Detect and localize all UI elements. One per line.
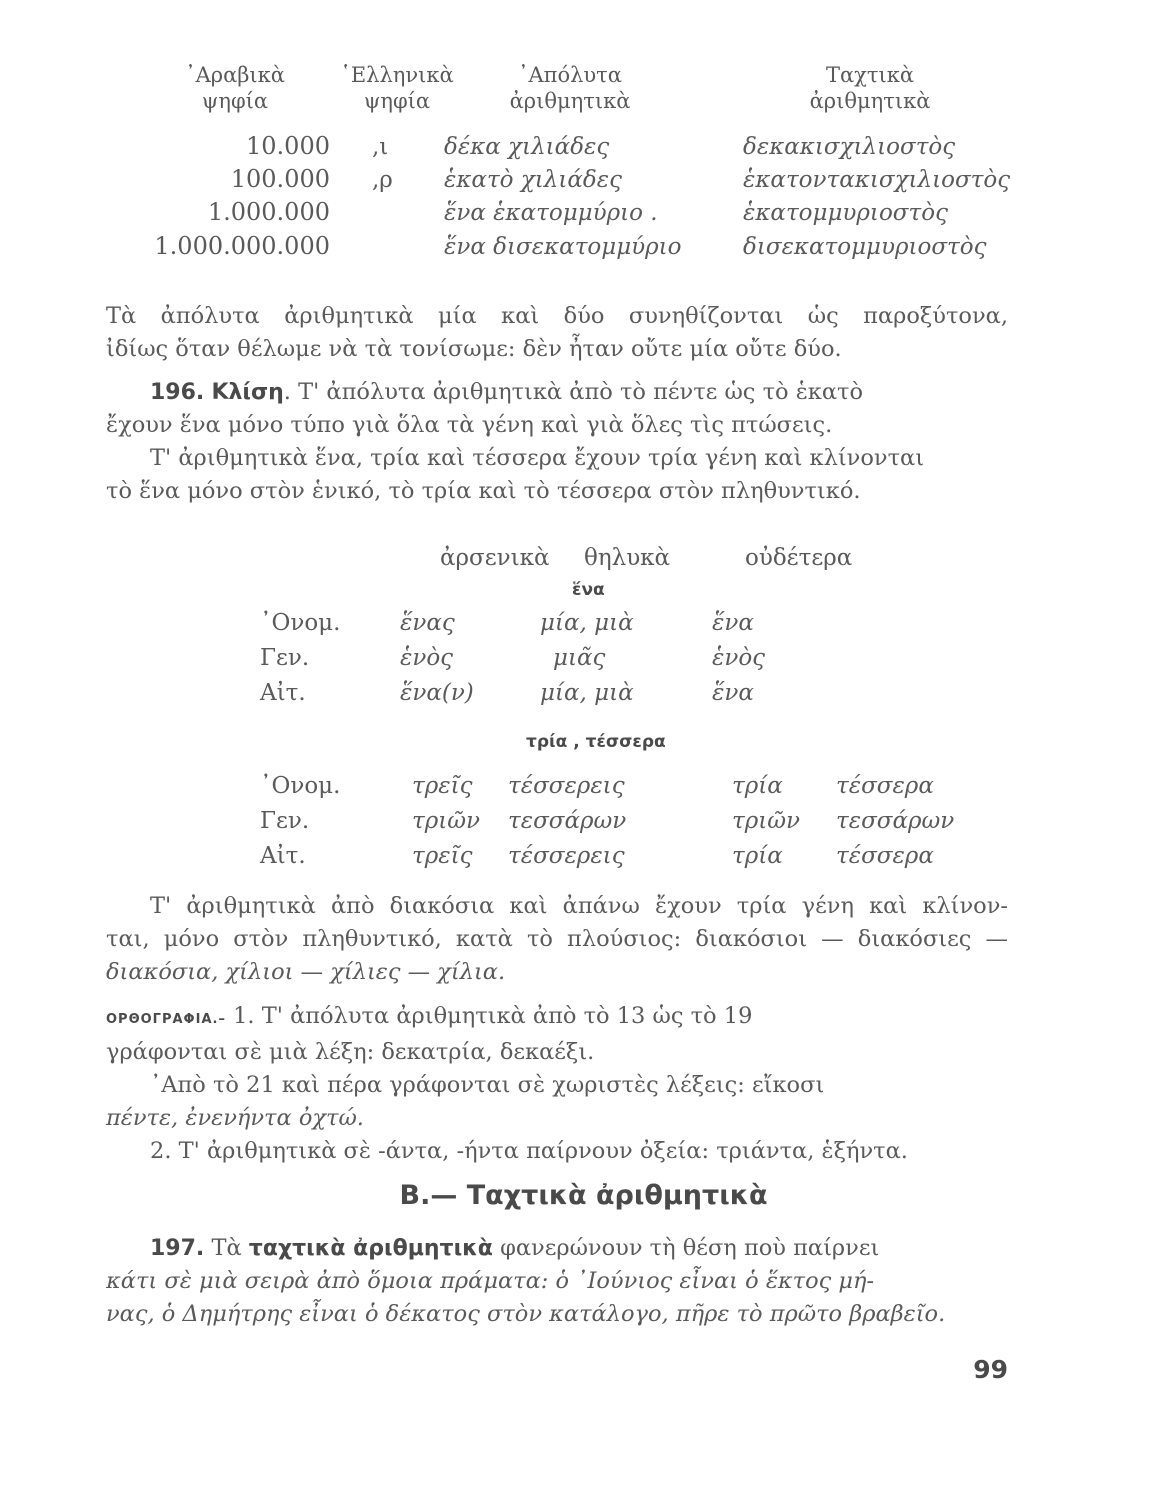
cell: τριῶν [732, 808, 801, 834]
row-1-cardinal: δέκα χιλιάδες [444, 134, 610, 160]
gender-neut: οὐδέτερα [745, 545, 853, 571]
case-label: Γεν. [260, 645, 310, 671]
row-1-arabic: 10.000 [246, 132, 330, 160]
row-1-ordinal: δεκακισχιλιοστὸς [743, 134, 956, 160]
cell: τρία [732, 843, 783, 869]
header-greek: ῾Ελληνικὰ ψηφία [340, 63, 454, 113]
cell: ἕνα(ν) [400, 680, 474, 706]
row-2-arabic: 100.000 [230, 165, 330, 193]
row-2-ordinal: ἑκατοντακισχιλιοστὸς [743, 167, 1011, 193]
section-b-heading: Β.— Ταχτικὰ ἀριθμητικὰ [399, 1180, 768, 1211]
section-197: 197. Τὰ ταχτικὰ ἀριθμητικὰ φανερώνουν τὴ θέση ποὺ παίρνει κάτι σὲ μιὰ σειρὰ ἀπὸ ὅμοια πράματα: ὁ ᾿Ιούνιος εἶναι ὁ ἕκτος μή- νας, ὁ Δημήτρης εἶναι ὁ δέκατος στὸν κατάλογο, πῆρε τὸ πρῶτο βραβεῖο. [106, 1235, 946, 1327]
row-2-cardinal: ἑκατὸ χιλιάδες [444, 167, 622, 193]
cell: μία, μιὰ [540, 610, 634, 636]
case-label: Αἰτ. [260, 843, 306, 869]
row-4-ordinal: δισεκατομμυριοστὸς [743, 234, 987, 260]
cell: τέσσερα [836, 773, 934, 799]
table-label-tria-tessera: τρία , τέσσερα [526, 732, 666, 752]
row-3-cardinal: ἕνα ἑκατομμύριο . [444, 200, 658, 226]
cell: τρεῖς [412, 773, 473, 799]
row-1-greek: ,ι [372, 134, 389, 160]
orthography-label: ΟΡΘΟΓΡΑΦΙΑ.– [106, 1012, 226, 1027]
cell: μία, μιὰ [540, 680, 634, 706]
gender-masc: ἀρσενικὰ [440, 545, 550, 571]
row-4-cardinal: ἕνα δισεκατομμύριο [444, 234, 682, 260]
cell: τέσσερα [836, 843, 934, 869]
section-heading: Κλίση [211, 380, 284, 405]
cell: μιᾶς [553, 645, 606, 671]
row-3-arabic: 1.000.000 [207, 198, 330, 226]
cell: τρία [732, 773, 783, 799]
cell: τεσσάρων [508, 808, 627, 834]
section-number: 197. [150, 1236, 205, 1261]
orthography-section: ΟΡΘΟΓΡΑΦΙΑ.– 1. Τ' ἀπόλυτα ἀριθμητικὰ ἀπὸ τὸ 13 ὡς τὸ 19 γράφονται σὲ μιὰ λέξη: δεκατρία, δεκαέξι. ᾿Απὸ τὸ 21 καὶ πέρα γράφονται σὲ χωριστὲς λέξεις: εἴκοσι πέντε, ἐνενήντα ὀχτώ. 2. Τ' ἀριθμητικὰ σὲ -άντα, -ήντα παίρνουν ὀξεία: τριάντα, ἑξήντα. [106, 1003, 908, 1164]
header-cardinal: ᾿Απόλυτα ἀριθμητικὰ [509, 63, 631, 113]
row-3-ordinal: ἑκατομμυριοστὸς [743, 200, 948, 226]
term-taxtika: ταχτικὰ ἀριθμητικὰ [248, 1236, 493, 1261]
section-number: 196. [150, 380, 205, 405]
paragraph-hundreds: Τ' ἀριθμητικὰ ἀπὸ διακόσια καὶ ἀπάνω ἔχουν τρία γένη καὶ κλίνον- ται, μόνο στὸν πληθυντικό, κατὰ τὸ πλούσιος: διακόσιοι — διακόσιες — διακόσια, χίλιοι — χίλιες — χίλια. [106, 893, 1008, 985]
cell: τέσσερεις [508, 843, 625, 869]
cell: τρεῖς [412, 843, 473, 869]
section-196: 196. Κλίση. Τ' ἀπόλυτα ἀριθμητικὰ ἀπὸ τὸ πέντε ὡς τὸ ἑκατὸ ἔχουν ἕνα μόνο τύπο γιὰ ὅλα τὰ γένη καὶ γιὰ ὅλες τὶς πτώσεις. Τ' ἀριθμητικὰ ἕνα, τρία καὶ τέσσερα ἔχουν τρία γένη καὶ κλίνονται τὸ ἕνα μόνο στὸν ἑνικό, τὸ τρία καὶ τὸ τέσσερα στὸν πληθυντικό. [106, 379, 925, 504]
cell: ἕνα [712, 680, 754, 706]
cell: τέσσερεις [508, 773, 625, 799]
cell: τεσσάρων [836, 808, 955, 834]
gender-fem: θηλυκὰ [584, 545, 671, 571]
case-label: ᾿Ονομ. [260, 610, 341, 636]
cell: ἑνὸς [400, 645, 454, 671]
row-4-arabic: 1.000.000.000 [154, 232, 330, 260]
cell: ἕνα [712, 610, 754, 636]
header-ordinal: Ταχτικὰ ἀριθμητικὰ [809, 63, 931, 113]
page-number: 99 [973, 1355, 1008, 1384]
cell: ἕνας [400, 610, 455, 636]
row-2-greek: ,ρ [372, 167, 393, 193]
case-label: ᾿Ονομ. [260, 773, 341, 799]
table-label-ena: ἕνα [572, 580, 605, 600]
header-arabic: ᾿Αραβικὰ ψηφία [185, 63, 285, 113]
cell: τριῶν [412, 808, 481, 834]
paragraph-mia-dyo: Τὰ ἀπόλυτα ἀριθμητικὰ μία καὶ δύο συνηθίζονται ὡς παροξύτονα, ἰδίως ὅταν θέλωμε νὰ τὰ τονίσωμε: δὲν ἦταν οὔτε μία οὔτε δύο. [106, 303, 1008, 362]
case-label: Αἰτ. [260, 680, 306, 706]
case-label: Γεν. [260, 808, 310, 834]
cell: ἑνὸς [712, 645, 766, 671]
